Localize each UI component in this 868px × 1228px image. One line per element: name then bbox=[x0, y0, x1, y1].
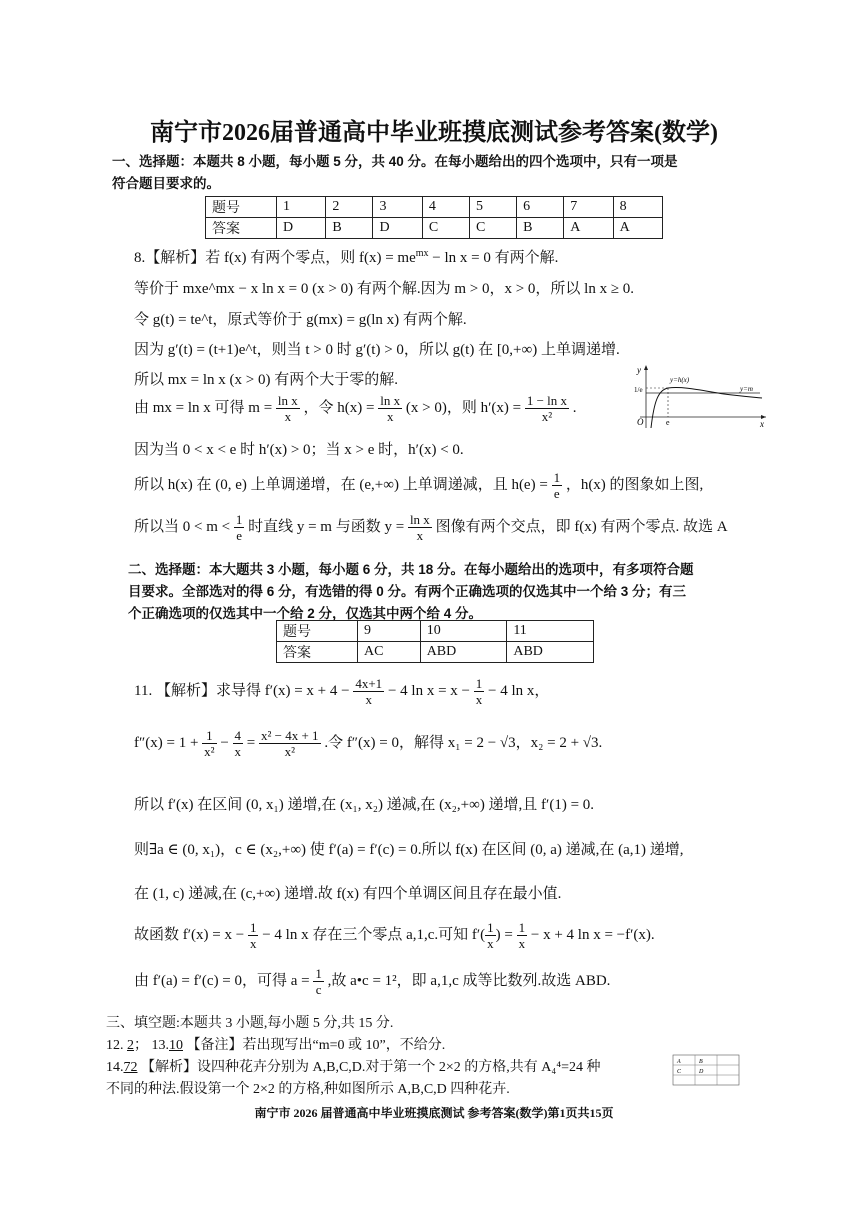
fraction bbox=[202, 728, 216, 759]
section2-heading-line2: 目要求。全部选对的得 6 分，有选错的得 0 分。有两个正确选项的仅选其中一个给 3 分；有三 bbox=[128, 584, 687, 599]
row-label: 答案 bbox=[206, 218, 277, 239]
e-tick-label: e bbox=[666, 418, 670, 427]
fraction-numerator: ln x bbox=[409, 512, 430, 527]
fraction bbox=[259, 728, 321, 759]
table-cell: 7 bbox=[564, 197, 613, 218]
q8-line9-text-b: 时直线 y = m 与函数 y = bbox=[248, 518, 405, 535]
q14-line2: 不同的种法.假设第一个 2×2 的方格,种如图所示 A,B,C,D 四种花卉. bbox=[106, 1082, 510, 1097]
q8-line5: 所以 mx = ln x (x > 0) 有两个大于零的解. bbox=[134, 372, 398, 388]
fraction-numerator: 1 bbox=[249, 920, 257, 935]
y-axis-arrow-icon bbox=[644, 365, 648, 370]
table-cell: 5 bbox=[469, 197, 516, 218]
x-axis-label: x bbox=[760, 419, 764, 429]
one-over-e-label: 1/e bbox=[634, 386, 643, 394]
fraction-denominator: c bbox=[315, 982, 322, 997]
table-cell: ABD bbox=[420, 642, 507, 663]
q11-line6 bbox=[134, 920, 655, 951]
fraction-numerator: x² − 4x + 1 bbox=[261, 728, 319, 743]
fraction-denominator: x bbox=[475, 692, 483, 707]
table-cell: 2 bbox=[326, 197, 373, 218]
section2-heading-line3: 个正确选项的仅选其中一个给 2 分，仅选其中两个给 4 分。 bbox=[128, 606, 483, 621]
q11-line1-text-b: − 4 ln x = x − bbox=[387, 682, 470, 699]
fraction bbox=[552, 470, 563, 501]
table-cell: D bbox=[277, 218, 326, 239]
page-footer: 南宁市 2026 届普通高中毕业班摸底测试 参考答案(数学)第1页共15页 bbox=[254, 1106, 614, 1120]
fraction-numerator: 1 bbox=[475, 676, 483, 691]
fraction-numerator: 1 bbox=[235, 512, 243, 527]
fraction-numerator: 4x+1 bbox=[355, 676, 383, 691]
q11-line7 bbox=[134, 966, 610, 997]
q11-line2-text-a: f″(x) = 1 + bbox=[134, 734, 199, 751]
table-row bbox=[277, 642, 594, 663]
fraction bbox=[474, 676, 485, 707]
q8-line3: 令 g(t) = te^t，原式等价于 g(mx) = g(ln x) 有两个解. bbox=[134, 312, 467, 328]
table-cell: B bbox=[517, 218, 564, 239]
fraction-numerator: 1 bbox=[553, 470, 561, 485]
grid-border bbox=[673, 1055, 739, 1085]
table-cell: 3 bbox=[373, 197, 422, 218]
grid-label: B bbox=[699, 1059, 703, 1065]
y-axis-label: y bbox=[637, 365, 641, 375]
q8-line6-text-a: 由 mx = ln x 可得 m = bbox=[134, 399, 273, 416]
origin-label: O bbox=[637, 417, 644, 427]
fraction-denominator: x bbox=[234, 744, 242, 759]
table-cell: AC bbox=[358, 642, 421, 663]
q8-line1-text-b: − ln x = 0 有两个解. bbox=[428, 250, 559, 266]
grid-label: C bbox=[677, 1069, 682, 1075]
q12-number: 12. bbox=[106, 1038, 127, 1053]
table-cell: 8 bbox=[613, 197, 662, 218]
table-row bbox=[206, 197, 663, 218]
q11-line1 bbox=[134, 676, 549, 707]
flower-grid-figure bbox=[672, 1054, 740, 1086]
q8-line7: 因为当 0 < x < e 时 h′(x) > 0；当 x > e 时，h′(x) < 0. bbox=[134, 442, 464, 458]
q8-line4: 因为 g′(t) = (t+1)e^t，则当 t > 0 时 g′(t) > 0，所以 g(t) 在 [0,+∞) 上单调递增. bbox=[134, 342, 620, 358]
fraction-denominator: x² bbox=[541, 409, 553, 424]
fraction-denominator: x bbox=[487, 936, 494, 951]
table-cell: 1 bbox=[277, 197, 326, 218]
table-cell: 10 bbox=[420, 621, 507, 642]
answer-table-2 bbox=[276, 620, 594, 663]
fraction bbox=[248, 920, 259, 951]
section2-heading-line1: 二、选择题：本大题共 3 小题，每小题 6 分，共 18 分。在每小题给出的选项中，有多项符合题 bbox=[128, 562, 694, 577]
fraction-numerator: 1 bbox=[315, 966, 322, 981]
fraction-denominator: x bbox=[249, 936, 257, 951]
table-row bbox=[206, 218, 663, 239]
q8-line6-text-b: ，令 h(x) = bbox=[303, 399, 375, 416]
fraction bbox=[276, 393, 300, 424]
fraction bbox=[408, 512, 432, 543]
q11-line3: 所以 f′(x) 在区间 (0, x₁) 递增,在 (x₁, x₂) 递减,在 (x₂,+∞) 递增,且 f′(1) = 0. bbox=[134, 797, 595, 813]
q11-line6-text-d: − x + 4 ln x = −f′(x). bbox=[530, 926, 655, 943]
q8-line9 bbox=[134, 512, 728, 543]
fraction bbox=[517, 920, 528, 951]
fraction-numerator: ln x bbox=[380, 393, 401, 408]
q14-number: 14. bbox=[106, 1060, 124, 1075]
table-row bbox=[277, 621, 594, 642]
fraction-denominator: x bbox=[416, 528, 424, 543]
q11-line2-text-c: = bbox=[246, 734, 256, 751]
table-cell: A bbox=[564, 218, 613, 239]
fraction bbox=[378, 393, 402, 424]
fraction-numerator: 1 bbox=[518, 920, 526, 935]
table-cell: 9 bbox=[358, 621, 421, 642]
fraction-numerator: 1 bbox=[202, 728, 216, 744]
section1-heading-line2: 符合题目要求的。 bbox=[112, 176, 220, 191]
q11-line7-text-b: ,故 a•c = 1²，即 a,1,c 成等比数列.故选 ABD. bbox=[327, 972, 611, 989]
section3-heading: 三、填空题:本题共 3 小题,每小题 5 分,共 15 分. bbox=[106, 1016, 394, 1031]
q12-q13-line bbox=[106, 1034, 445, 1054]
q13-number: ； 13. bbox=[134, 1038, 169, 1053]
line-label: y=m bbox=[740, 385, 753, 393]
row-label: 题号 bbox=[277, 621, 358, 642]
fraction bbox=[313, 966, 324, 997]
fraction-denominator: x bbox=[386, 409, 394, 424]
table-cell: 6 bbox=[517, 197, 564, 218]
q8-line1-sup: mx bbox=[415, 248, 429, 259]
fraction-denominator: e bbox=[236, 528, 242, 543]
fraction bbox=[233, 728, 244, 759]
q11-line2-text-d: .令 f″(x) = 0，解得 x₁ = 2 − √3，x₂ = 2 + √3. bbox=[324, 734, 603, 751]
q11-line2-text-b: − bbox=[220, 734, 229, 751]
table-cell: B bbox=[326, 218, 373, 239]
q14-answer: 72 bbox=[123, 1060, 138, 1075]
fraction-denominator: x bbox=[365, 692, 373, 707]
fraction-denominator: e bbox=[553, 486, 560, 501]
q8-line8 bbox=[134, 470, 703, 501]
q13-answer: 10 bbox=[169, 1038, 183, 1053]
q12-answer: 2 bbox=[127, 1038, 134, 1053]
grid-label: D bbox=[699, 1069, 704, 1075]
q8-line6 bbox=[134, 393, 577, 424]
row-label: 题号 bbox=[206, 197, 277, 218]
q8-line6-text-c: (x > 0)，则 h′(x) = bbox=[405, 399, 522, 416]
table-cell: C bbox=[422, 218, 469, 239]
q13-note: 【备注】若出现写出“m=0 或 10”，不给分. bbox=[183, 1038, 446, 1053]
fraction-denominator: x bbox=[518, 936, 526, 951]
fraction-denominator: x bbox=[284, 409, 292, 424]
table-cell: 11 bbox=[507, 621, 594, 642]
q11-line6-text-a: 故函数 f′(x) = x − bbox=[134, 926, 245, 943]
fraction bbox=[234, 512, 245, 543]
q8-line6-text-d: . bbox=[572, 399, 577, 416]
q14-line1 bbox=[106, 1056, 601, 1076]
q8-line8-text-a: 所以 h(x) 在 (0, e) 上单调递增，在 (e,+∞) 上单调递减，且 h(e) = bbox=[134, 476, 548, 493]
q11-line7-text-a: 由 f′(a) = f′(c) = 0，可得 a = bbox=[134, 972, 310, 989]
q11-line1-text-a: 11. 【解析】求导得 f′(x) = x + 4 − bbox=[134, 682, 350, 699]
table-cell: 4 bbox=[422, 197, 469, 218]
q8-line2: 等价于 mxe^mx − x ln x = 0 (x > 0) 有两个解.因为 m > 0，x > 0，所以 ln x ≥ 0. bbox=[134, 281, 635, 297]
answer-table-1 bbox=[205, 196, 663, 239]
fraction bbox=[353, 676, 384, 707]
section1-heading-line1: 一、选择题：本题共 8 小题，每小题 5 分，共 40 分。在每小题给出的四个选项中，只有一项是 bbox=[112, 154, 678, 169]
fraction-numerator: ln x bbox=[277, 393, 298, 408]
fraction-numerator: 1 bbox=[487, 920, 494, 935]
fraction-denominator: x² bbox=[204, 744, 215, 759]
q11-line6-text-b: − 4 ln x 存在三个零点 a,1,c.可知 f′( bbox=[262, 926, 486, 943]
page-title: 南宁市2026届普通高中毕业班摸底测试参考答案(数学) bbox=[150, 120, 718, 146]
fraction bbox=[525, 393, 569, 424]
hx-graph bbox=[624, 362, 770, 430]
q8-line1-text: 8.【解析】若 f(x) 有两个零点，则 f(x) = me bbox=[134, 250, 416, 266]
curve-label: y=h(x) bbox=[670, 376, 690, 384]
q14-text: 【解析】设四种花卉分别为 A,B,C,D.对于第一个 2×2 的方格,共有 A₄⁴=24 种 bbox=[137, 1060, 601, 1075]
table-cell: ABD bbox=[507, 642, 594, 663]
fraction bbox=[485, 920, 496, 951]
q11-line5: 在 (1, c) 递减,在 (c,+∞) 递增.故 f(x) 有四个单调区间且存在最小值. bbox=[134, 886, 562, 902]
q8-line8-text-b: ，h(x) 的图象如上图, bbox=[565, 476, 704, 493]
table-cell: C bbox=[469, 218, 516, 239]
q8-line9-text-a: 所以当 0 < m < bbox=[134, 518, 231, 535]
fraction-numerator: 4 bbox=[234, 728, 242, 743]
q8-line9-text-c: 图像有两个交点，即 f(x) 有两个零点. 故选 A bbox=[435, 518, 728, 535]
row-label: 答案 bbox=[277, 642, 358, 663]
q11-line6-text-c: ) = bbox=[495, 926, 513, 943]
fraction-denominator: x² bbox=[284, 744, 295, 759]
table-cell: D bbox=[373, 218, 422, 239]
q11-line4: 则∃a ∈ (0, x₁)，c ∈ (x₂,+∞) 使 f′(a) = f′(c) = 0.所以 f(x) 在区间 (0, a) 递减,在 (a,1) 递增, bbox=[134, 842, 684, 858]
q8-line1 bbox=[134, 246, 558, 267]
grid-label: A bbox=[677, 1059, 681, 1065]
q11-line2 bbox=[134, 728, 602, 759]
q11-line1-text-c: − 4 ln x， bbox=[487, 682, 550, 699]
table-cell: A bbox=[613, 218, 662, 239]
fraction-numerator: 1 − ln x bbox=[526, 393, 568, 408]
